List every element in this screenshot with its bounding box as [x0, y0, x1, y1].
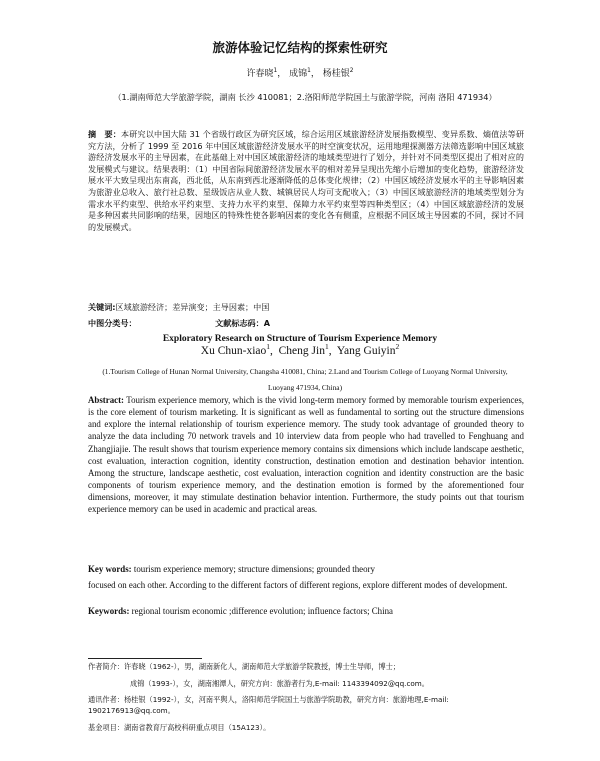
chinese-title: 旅游体验记忆结构的探索性研究	[212, 40, 388, 55]
footnote-second-author: 成锦（1993-），女，湖南湘潭人，研究方向：旅游者行为,E-mail: 1143394092@qq.com。	[130, 679, 429, 688]
author-name: 成锦	[289, 69, 308, 79]
english-keywords	[88, 563, 524, 575]
footnote-author-bio: 作者简介：许春晓（1962-），男，湖南新化人，湖南师范大学旅游学院教授，博士生导师，博士；	[88, 662, 400, 671]
doc-code: A	[263, 318, 270, 328]
footnote-divider	[88, 658, 202, 659]
keywords-label: Key words:	[88, 564, 132, 574]
english-abstract	[88, 394, 524, 516]
footnote-funding: 基金项目：湖南省教育厅高校科研重点项目（15A123）。	[88, 723, 271, 732]
english-title: Exploratory Research on Structure of Tourism Experience Memory	[162, 334, 438, 344]
author-affil-mark: 2	[349, 68, 354, 74]
keywords-text: regional tourism economic ;difference evolution; influence factors; China	[131, 606, 393, 616]
doc-code-label: 文献标志码：	[215, 318, 264, 328]
abstract-text: 本研究以中国大陆 31 个省级行政区为研究区域，综合运用区域旅游经济发展指数模型、变异系数、熵值法等研究方法，分析了 1999 至 2016 年中国区域旅游经济发展水平的时空演变状况，运用地理探测器方法筛选影响中国区域旅游经济发展水平的主导因素，在此基础上对中国区域旅游经济的地域类型进行了划分，并针对不同类型区提出了相对应的发展模式与建议。结果表明：（1）中国省际间旅游经济发展水平的相对差异呈现出先缩小后增加的变化趋势，旅游经济发展水平大致呈现出东南高，西北低，从东南到西北逐渐降低的总体变化规律；（2）中国区域经济发展水平的主导影响因素为旅游业总收入、旅行社总数、星级饭店从业人数、城镇居民人均可支配收入；（3）中国区域旅游经济的地域类型划分为需求水平约束型、供给水平约束型、支持力水平约束型、保障力水平约束型等四种类型区；（4）中国区域旅游经济的发展是多种因素共同影响的结果，因地区的特殊性使各影响因素的变化各有侧重，应根据不同区域主导因素的不同，探讨不同的发展模式。	[88, 129, 524, 232]
author-name: Yang Guiyin	[336, 345, 396, 357]
english-affiliation: (1.Tourism College of Hunan Normal University, Changsha 410081, China; 2.Land and Tourism College of Luoyang Normal University, Luoyang 471934, China)	[102, 367, 508, 392]
classification-line	[88, 318, 270, 329]
chinese-authors: 许春晓$^1$， 成锦$^1$， 杨桂银$^2$	[246, 68, 354, 79]
english-authors: Xu Chun-xiao$^1$, Cheng Jin$^1$, Yang Guiyin$^2$	[200, 342, 400, 357]
chinese-affiliation: （1.湖南师范大学旅游学院，湖南 长沙 410081；2.洛阳师范学院国土与旅游学院，河南 洛阳 471934）	[113, 92, 497, 102]
clc-label: 中图分类号：	[88, 318, 137, 328]
chinese-keywords	[88, 302, 269, 313]
keywords-label: Keywords:	[88, 606, 130, 616]
abstract-label: 摘 要：	[88, 129, 121, 139]
author-affil-mark: 1	[307, 68, 311, 74]
author-name: 许春晓	[246, 69, 274, 79]
keywords-text: 区域旅游经济；差异演变；主导因素；中国	[115, 302, 270, 312]
chinese-abstract	[88, 129, 524, 233]
author-name: 杨桂银	[322, 69, 350, 79]
author-name: Xu Chun-xiao	[200, 345, 267, 357]
author-name: Cheng Jin	[278, 345, 325, 357]
abstract-label: Abstract:	[88, 395, 124, 405]
author-affil-mark: 1	[324, 342, 329, 352]
english-extra-text: focused on each other. According to the different factors of different regions, explore different modes of development.	[88, 580, 508, 590]
keywords-text: tourism experience memory; structure dimensions; grounded theory	[133, 564, 375, 574]
keywords-label: 关键词:	[88, 302, 116, 312]
author-affil-mark: 2	[395, 342, 400, 352]
author-affil-mark: 1	[266, 342, 270, 352]
author-affil-mark: 1	[273, 68, 278, 74]
footnote-corresponding-author: 通讯作者：杨桂银（1992-），女，河南平舆人，洛阳师范学院国土与旅游学院助教，研究方向：旅游地理,E-mail: 1902176913@qq.com。	[88, 695, 449, 715]
english-keywords-regional	[88, 605, 524, 617]
abstract-text: Tourism experience memory, which is the vivid long-term memory formed by memorable tourism experiences, is the core element of tourism marketing. It is significant as well as fundamental to sorting out the structure dimensions and explore the internal relationship of tourism experience memory. The study took advantage of grounded theory to analyze the data including 70 network travels and 10 interview data from people who had travelled to Fenghuang and Zhangjiajie. The result shows that tourism experience memory contains six dimensions which include landscape aesthetic, cost evaluation, interaction cognition, identity construction, destination emotion and destination behavior intention. Among the structure, landscape aesthetic, cost evaluation, interaction cognition and identity construction are the basic components of tourism experience memory, and the destination emotion is formed by the aforementioned four dimensions, moreover, it may stimulate destination behavior intention. Furthermore, the study points out that tourism experience memory can be used in academic and practical areas.	[88, 395, 524, 515]
